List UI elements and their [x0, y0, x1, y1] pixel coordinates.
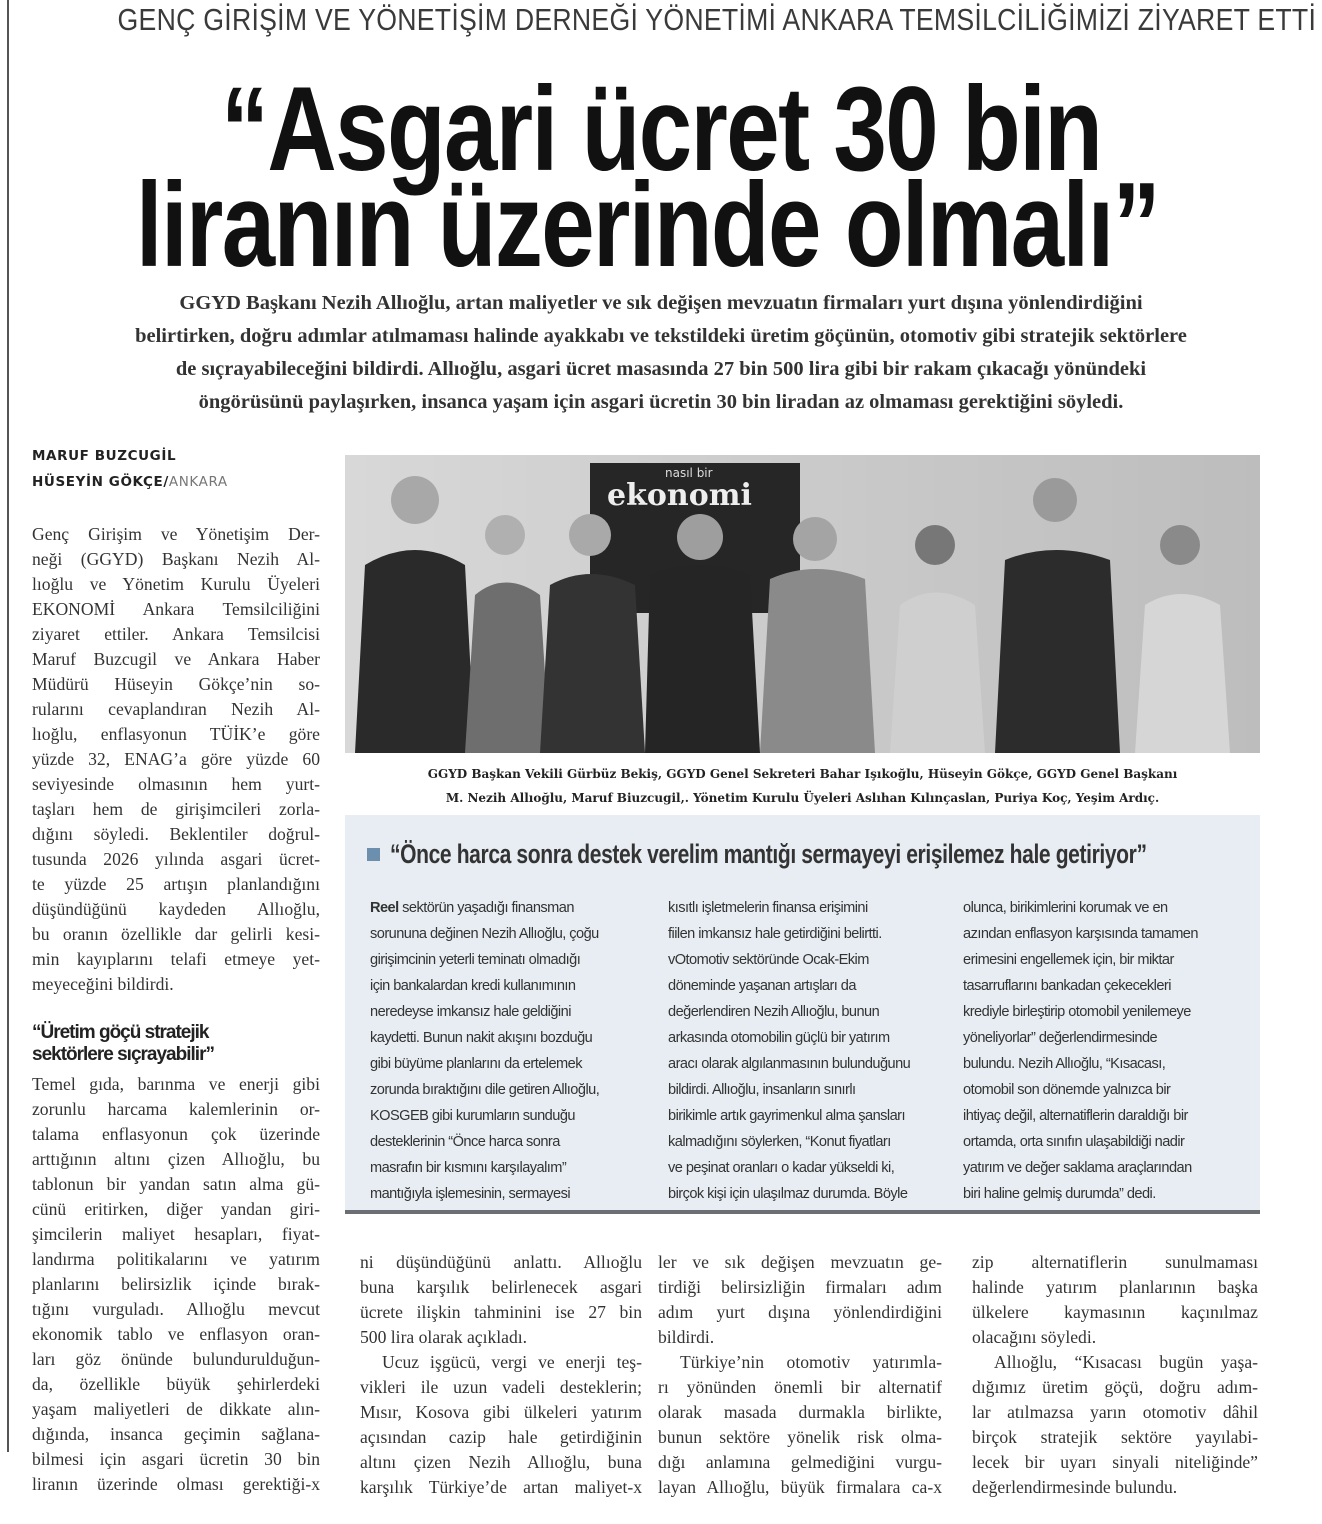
text-line: ekonomik tablo ve enflasyon oran-	[32, 1324, 320, 1344]
byline-author-2	[32, 474, 228, 490]
text-line: yaşam maliyetleri de dikkate alın-	[32, 1399, 320, 1419]
sidebar-box	[345, 815, 1260, 1214]
text-line: döneminde yaşanan artışları da	[668, 978, 856, 994]
left-column-part-2	[32, 1072, 320, 1497]
text-line: 500 lira olarak açıkladı.	[360, 1327, 528, 1347]
text-line: ler ve sık değişen mevzuatın ge-	[658, 1252, 942, 1272]
text-line: şimcilerin maliyet hesapları, fiyat-	[32, 1224, 320, 1244]
text-line: krediyle birleştirip otomobil yenilemeye	[963, 1004, 1191, 1020]
text-line: cünü eritirken, diğer yandan giri-	[32, 1199, 320, 1219]
bottom-column-3	[972, 1250, 1258, 1500]
deck-line: belirtirken, doğru adımlar atılmaması halinde ayakkabı ve tekstildeki üretim göçünün, otomotiv gibi stratejik sektörlere	[135, 325, 1187, 347]
text-line: ortamda, orta sınıfın ulaşabildiği nadir	[963, 1134, 1185, 1150]
text-line: rı yönünden önemli bir alternatif	[658, 1377, 942, 1397]
text-line: yatırım ve değer saklama araçlarından	[963, 1160, 1192, 1176]
box-title-text: “Önce harca sonra destek verelim mantığı sermayeyi erişilemez hale getiriyor”	[390, 839, 1147, 869]
text-line: landırma politikalarını ve yatırım	[32, 1249, 320, 1269]
text-line: EKONOMİ Ankara Temsilciliğini	[32, 599, 320, 619]
text-line: Ucuz işgücü, vergi ve enerji teş-	[382, 1352, 642, 1372]
text-line: altını çizen Nezih Allıoğlu, buna	[360, 1452, 642, 1472]
text-line: mantığıyla işlemesinin, sermayesi	[370, 1186, 571, 1202]
subheading-line: “Üretim göçü stratejik	[32, 1022, 209, 1043]
text-line: biri haline gelmiş durumda” dedi.	[963, 1186, 1156, 1202]
box-column-2	[668, 895, 948, 1207]
text-line: zorunlu harcama kalemlerinin or-	[32, 1099, 320, 1119]
bottom-column-1	[360, 1250, 642, 1500]
text-line: arttığının altını çizen Allıoğlu, bu	[32, 1149, 320, 1169]
text-line: neği (GGYD) Başkanı Nezih Al-	[32, 549, 320, 569]
text-line: arkasında otomobilin güçlü bir yatırım	[668, 1030, 890, 1046]
text-line: sorununa değinen Nezih Allıoğlu, çoğu	[370, 926, 599, 942]
text-line: vOtomotiv sektöründe Ocak-Ekim	[668, 952, 869, 968]
paragraph	[972, 1250, 1258, 1350]
text-line: da, özellikle büyük şehirlerdeki	[32, 1374, 320, 1394]
text-line: ları göz önünde bulundurulduğun-	[32, 1349, 320, 1369]
text-line: bu oranın özellikle dar gelirli kesi-	[32, 924, 320, 944]
text-line	[370, 895, 650, 921]
text-line: karşılık Türkiye’de artan maliyet-x	[360, 1477, 642, 1497]
text-line: rularını cevaplandıran Nezih Al-	[32, 699, 320, 719]
text-line: Maruf Buzcugil ve Ankara Haber	[32, 649, 320, 669]
text-line: kaydetti. Bunun nakit akışını bozduğu	[370, 1030, 593, 1046]
author-name: HÜSEYİN GÖKÇE/	[32, 474, 169, 490]
square-bullet-icon	[367, 848, 380, 861]
kicker-text: GENÇ GİRİŞİM VE YÖNETİŞİM DERNEĞİ YÖNETİMİ ANKARA TEMSİLCİLİĞİMİZİ ZİYARET ETTİ	[117, 2, 1317, 37]
byline-author-1: MARUF BUZCUGİL	[32, 448, 177, 464]
text-line: için bankalardan kredi kullanımının	[370, 978, 576, 994]
text-line: kalmadığını söylerken, “Konut fiyatları	[668, 1134, 891, 1150]
photo-caption	[345, 762, 1260, 810]
box-column-1-body	[370, 921, 650, 1207]
text-line: layan Allıoğlu, büyük firmalara ca-x	[658, 1477, 942, 1497]
deck-line: öngörüsünü paylaşırken, insanca yaşam için asgari ücretin 30 bin liradan az olmaması gerektiğini söyledi.	[198, 391, 1124, 413]
lead-line-text: sektörün yaşadığı finansman	[398, 900, 574, 916]
text-line: liranın üzerinde olması gerektiği-x	[32, 1474, 320, 1494]
text-line: dığı anlamına gelmediğini vurgu-	[658, 1452, 942, 1472]
text-line: azından enflasyon karşısında tamamen	[963, 926, 1198, 942]
box-column-3	[963, 895, 1243, 1207]
box-column-1	[370, 895, 650, 1207]
text-line: planlarını belirsizlik içinde bırak-	[32, 1274, 320, 1294]
text-line: Allıoğlu, “Kısacası bugün yaşa-	[994, 1352, 1258, 1372]
text-line: değerlendiren Nezih Allıoğlu, bunun	[668, 1004, 880, 1020]
text-line: bildirdi. Allıoğlu, insanların sınırlı	[668, 1082, 856, 1098]
paragraph	[658, 1250, 942, 1350]
text-line: lar atılmazsa yarın otomotiv dâhil	[972, 1402, 1258, 1422]
deck	[30, 287, 1292, 419]
text-line: bulundu. Nezih Allıoğlu, “Kısacası,	[963, 1056, 1166, 1072]
text-line: zip alternatiflerin sunulmaması	[972, 1252, 1258, 1272]
group-photo	[345, 455, 1260, 753]
text-line: desteklerinin “Önce harca sonra	[370, 1134, 560, 1150]
text-line: Türkiye’nin otomotiv yatırımla-	[680, 1352, 942, 1372]
text-line: tığını vurguladı. Allıoğlu mevcut	[32, 1299, 320, 1319]
text-line: buna karşılık belirlenecek asgari	[360, 1277, 642, 1297]
paragraph	[658, 1350, 942, 1500]
kicker	[20, 2, 1317, 38]
text-line: Temel gıda, barınma ve enerji gibi	[32, 1074, 320, 1094]
deck-line: GGYD Başkanı Nezih Allıoğlu, artan maliyetler ve sık değişen mevzuatın firmaları yurt dışına yönlendirdiğini	[179, 292, 1143, 314]
text-line: olacağını söyledi.	[972, 1327, 1097, 1347]
text-line: lıoğlu ve Yönetim Kurulu Üyeleri	[32, 574, 320, 594]
subheading-line: sektörlere sıçrayabilir”	[32, 1044, 214, 1065]
text-line: yüzde 32, ENAG’a göre yüzde 60	[32, 749, 320, 769]
lead-word: Reel	[370, 900, 399, 916]
text-line: açısından cazip hale getirdiğinin	[360, 1427, 642, 1447]
text-line: birikimle artık gayrimenkul alma şansları	[668, 1108, 905, 1124]
text-line: ülkelere kaymasının kaçınılmaz	[972, 1302, 1258, 1322]
paragraph	[32, 1072, 320, 1497]
text-line: yöneliyorlar” değerlendirmesinde	[963, 1030, 1158, 1046]
text-line: KOSGEB gibi kurumların sunduğu	[370, 1108, 575, 1124]
headline-line-2	[0, 158, 1308, 292]
text-line: halinde yatırım planlarının başka	[972, 1277, 1258, 1297]
bottom-column-2	[658, 1250, 942, 1500]
text-line: Müdürü Hüseyin Gökçe’nin so-	[32, 674, 320, 694]
text-line: lıoğlu, enflasyonun TÜİK’e göre	[32, 724, 320, 744]
left-column-part-1	[32, 522, 320, 997]
text-line: tasarruflarını bankadan çekecekleri	[963, 978, 1171, 994]
text-line: tablonun bir yandan satın alma gü-	[32, 1174, 320, 1194]
text-line: seviyesinde olmasının hem yurt-	[32, 774, 320, 794]
text-line: dığımız üretim göçü, doğru adım-	[972, 1377, 1258, 1397]
text-line: ihtiyaç değil, alternatiflerin daraldığı bir	[963, 1108, 1188, 1124]
text-line: Mısır, Kosova gibi ülkeleri yatırım	[360, 1402, 642, 1422]
text-line: dığını söyledi. Beklentiler doğrul-	[32, 824, 320, 844]
headline-text: liranın üzerinde olmalı”	[135, 158, 1159, 292]
box-title	[367, 839, 1322, 870]
text-line: bildirdi.	[658, 1327, 715, 1347]
text-line: tusunda 2026 yılında asgari ücret-	[32, 849, 320, 869]
text-line: birçok stratejik sektöre yayılabi-	[972, 1427, 1258, 1447]
poster-small-text: nasıl bir	[665, 466, 713, 480]
text-line: birçok kişi için ulaşılmaz durumda. Böyle	[668, 1186, 908, 1202]
headline-text: “Asgari ücret 30 bin	[220, 62, 1102, 196]
text-line: girişimcinin yeterli teminatı olmadığı	[370, 952, 581, 968]
text-line: talama enflasyonun çok üzerinde	[32, 1124, 320, 1144]
text-line: otomobil son dönemde yalnızca bir	[963, 1082, 1171, 1098]
paragraph	[972, 1350, 1258, 1500]
text-line: meyeceğini bildirdi.	[32, 974, 174, 994]
text-line: aracı olarak algılanmasının bulunduğunu	[668, 1056, 911, 1072]
paragraph	[668, 895, 948, 1207]
text-line: düşündüğünü kaydeden Allıoğlu,	[32, 899, 320, 919]
paragraph	[32, 522, 320, 997]
text-line: dığında, insanca geçimin sağlana-	[32, 1424, 320, 1444]
paragraph	[963, 895, 1243, 1207]
paragraph	[370, 921, 650, 1207]
deck-line: de sıçrayabileceğini bildirdi. Allıoğlu, asgari ücret masasında 27 bin 500 lira gibi bir rakam çıkacağı yönündeki	[175, 358, 1147, 380]
text-line: değerlendirmesinde bulundu.	[972, 1477, 1178, 1497]
text-line: masrafın bir kısmını karşılayalım”	[370, 1160, 567, 1176]
text-line: tirdiği belirsizliğin firmaları adım	[658, 1277, 942, 1297]
text-line: zorunda bıraktığını dile getiren Allıoğlu,	[370, 1082, 600, 1098]
dateline-city: ANKARA	[168, 474, 228, 490]
text-line: fiilen imkansız hale getirdiğini belirtti.	[668, 926, 882, 942]
text-line: taşları hem de girişimcileri zorla-	[32, 799, 320, 819]
text-line: erimesini engellemek için, bir miktar	[963, 952, 1174, 968]
paragraph	[360, 1250, 642, 1350]
text-line: Genç Girişim ve Yönetişim Der-	[32, 524, 320, 544]
text-line: ve peşinat oranları o kadar yükseldi ki,	[668, 1160, 895, 1176]
text-line: bilmesi için asgari ücretin 30 bin	[32, 1449, 320, 1469]
caption-line: GGYD Başkan Vekili Gürbüz Bekiş, GGYD Genel Sekreteri Bahar Işıkoğlu, Hüseyin Gökçe, GGYD Genel Başkanı	[427, 767, 1178, 781]
text-line: olarak masada durmakla birlikte,	[658, 1402, 942, 1422]
text-line: lecek bir uyarı sinyali niteliğinde”	[972, 1452, 1258, 1472]
caption-line: M. Nezih Allıoğlu, Maruf Biuzcugil,. Yönetim Kurulu Üyeleri Aslıhan Kılınçaslan, Puriya Koç, Yeşim Ardıç.	[445, 791, 1160, 805]
text-line: bunun sektöre yönelik risk olma-	[658, 1427, 942, 1447]
text-line: neredeyse imkansız hale geldiğini	[370, 1004, 571, 1020]
text-line: ni düşündüğünü anlattı. Allıoğlu	[360, 1252, 642, 1272]
text-line: te yüzde 25 artışın planlandığını	[32, 874, 320, 894]
text-line: min kayıplarını telafi etmeye yet-	[32, 949, 320, 969]
text-line: ziyaret ettiler. Ankara Temsilcisi	[32, 624, 320, 644]
paragraph	[360, 1350, 642, 1500]
text-line: olunca, birikimlerini korumak ve en	[963, 900, 1168, 916]
text-line: adım yurt dışına yönlendirdiğini	[658, 1302, 942, 1322]
subheading	[32, 1022, 214, 1066]
poster-big-text: ekonomi	[607, 478, 752, 513]
text-line: ücrete ilişkin tahminini ise 27 bin	[360, 1302, 642, 1322]
photo-image	[345, 455, 1260, 753]
text-line: vikleri ile uzun vadeli desteklerin;	[360, 1377, 642, 1397]
text-line: gibi büyüme planlarını da ertelemek	[370, 1056, 582, 1072]
text-line: kısıtlı işletmelerin finansa erişimini	[668, 900, 868, 916]
